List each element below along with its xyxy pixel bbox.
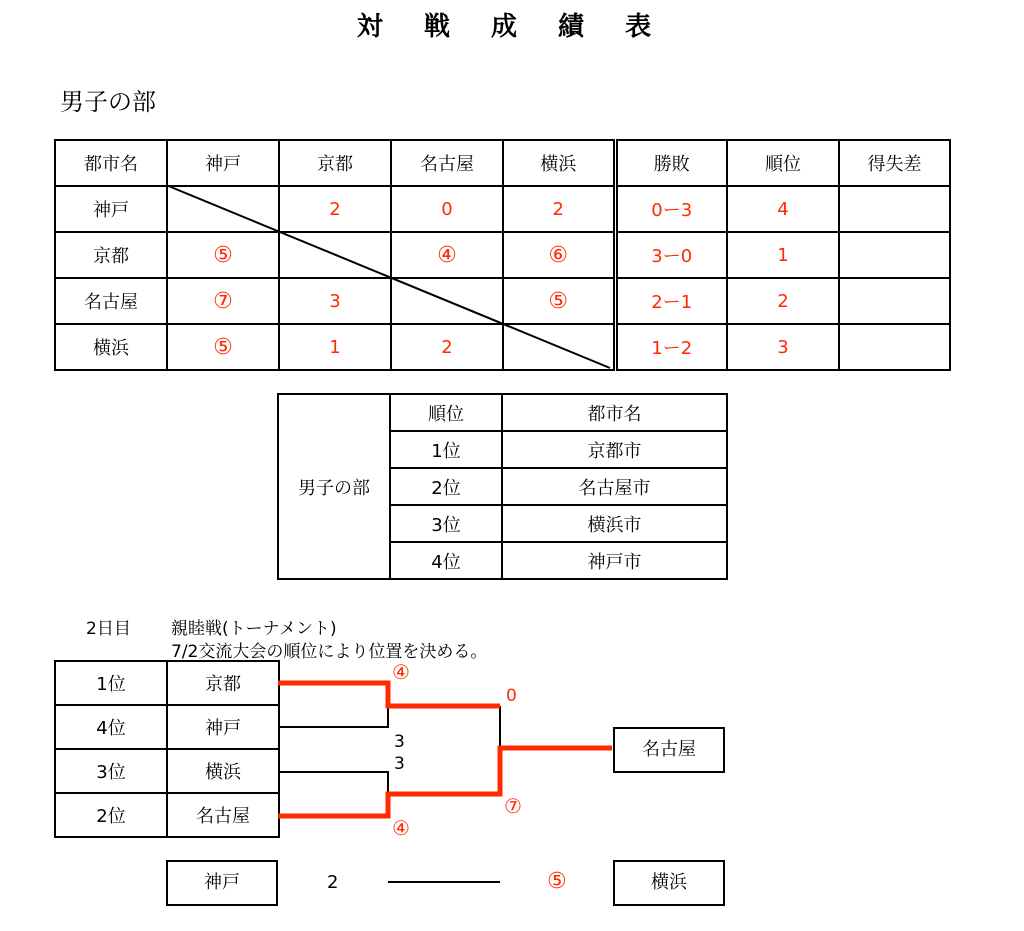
tournament-description: 親睦戦(トーナメント) [171, 619, 337, 639]
seed-place: 2位 [55, 793, 167, 837]
header-record: 勝敗 [615, 140, 727, 186]
score-cell: ⑤ [167, 324, 279, 370]
seed-place: 1位 [55, 661, 167, 705]
third-place-left-team: 神戸 [166, 860, 278, 906]
header-nagoya: 名古屋 [391, 140, 503, 186]
ranking-place: 2位 [390, 468, 502, 505]
ranking-place: 3位 [390, 505, 502, 542]
record-cell: 1ー2 [615, 324, 727, 370]
score-cell: 3 [279, 278, 391, 324]
rank-cell: 1 [727, 232, 839, 278]
rank-cell: 2 [727, 278, 839, 324]
ranking-city: 横浜市 [502, 505, 727, 542]
score-cell: ④ [391, 232, 503, 278]
tournament-note: 7/2交流大会の順位により位置を決める。 [171, 642, 488, 662]
row-city: 京都 [55, 232, 167, 278]
score-cell: 2 [279, 186, 391, 232]
seed-place: 3位 [55, 749, 167, 793]
third-place-right-score: ⑤ [547, 869, 567, 894]
score-cell: 2 [391, 324, 503, 370]
semi2-bottom-score: ④ [392, 816, 410, 840]
semi1-top-score: ④ [392, 660, 410, 684]
ranking-city: 京都市 [502, 431, 727, 468]
ranking-place: 4位 [390, 542, 502, 579]
row-city: 名古屋 [55, 278, 167, 324]
champion-box: 名古屋 [613, 727, 725, 773]
record-cell: 2ー1 [615, 278, 727, 324]
bracket-line-yokohama [278, 772, 388, 794]
header-kyoto: 京都 [279, 140, 391, 186]
seed-city: 名古屋 [167, 793, 279, 837]
seed-city: 横浜 [167, 749, 279, 793]
final-top-score: 0 [506, 686, 517, 706]
bracket-win-kyoto [278, 683, 500, 706]
score-cell: ⑤ [503, 278, 615, 324]
header-kobe: 神戸 [167, 140, 279, 186]
seed-city: 神戸 [167, 705, 279, 749]
section-title: 男子の部 [60, 88, 156, 116]
ranking-place: 1位 [390, 431, 502, 468]
day-label: 2日目 [86, 619, 131, 639]
semi1-bottom-score: 3 [394, 732, 405, 752]
third-place-right-team: 横浜 [613, 860, 725, 906]
ranking-city: 名古屋市 [502, 468, 727, 505]
bracket-line-kobe [278, 706, 388, 727]
score-cell: 2 [503, 186, 615, 232]
header-city: 都市名 [55, 140, 167, 186]
third-place-left-score: 2 [327, 872, 339, 893]
ranking-header-place: 順位 [390, 394, 502, 431]
diagonal-line [166, 185, 610, 368]
rank-cell: 4 [727, 186, 839, 232]
semi2-top-score: 3 [394, 754, 405, 774]
row-city: 神戸 [55, 186, 167, 232]
score-cell: ⑥ [503, 232, 615, 278]
score-cell: 1 [279, 324, 391, 370]
header-yokohama: 横浜 [503, 140, 615, 186]
score-cell: ⑤ [167, 232, 279, 278]
rank-cell: 3 [727, 324, 839, 370]
header-rank: 順位 [727, 140, 839, 186]
header-diff: 得失差 [839, 140, 950, 186]
score-cell: 0 [391, 186, 503, 232]
ranking-city: 神戸市 [502, 542, 727, 579]
score-cell: ⑦ [167, 278, 279, 324]
record-cell: 3ー0 [615, 232, 727, 278]
page-title: 対 戦 成 績 表 [356, 12, 668, 42]
ranking-header-city: 都市名 [502, 394, 727, 431]
seed-city: 京都 [167, 661, 279, 705]
bracket-win-nagoya [278, 748, 612, 816]
record-cell: 0ー3 [615, 186, 727, 232]
seed-place: 4位 [55, 705, 167, 749]
row-city: 横浜 [55, 324, 167, 370]
ranking-division: 男子の部 [278, 394, 390, 579]
final-bottom-score: ⑦ [504, 794, 522, 818]
